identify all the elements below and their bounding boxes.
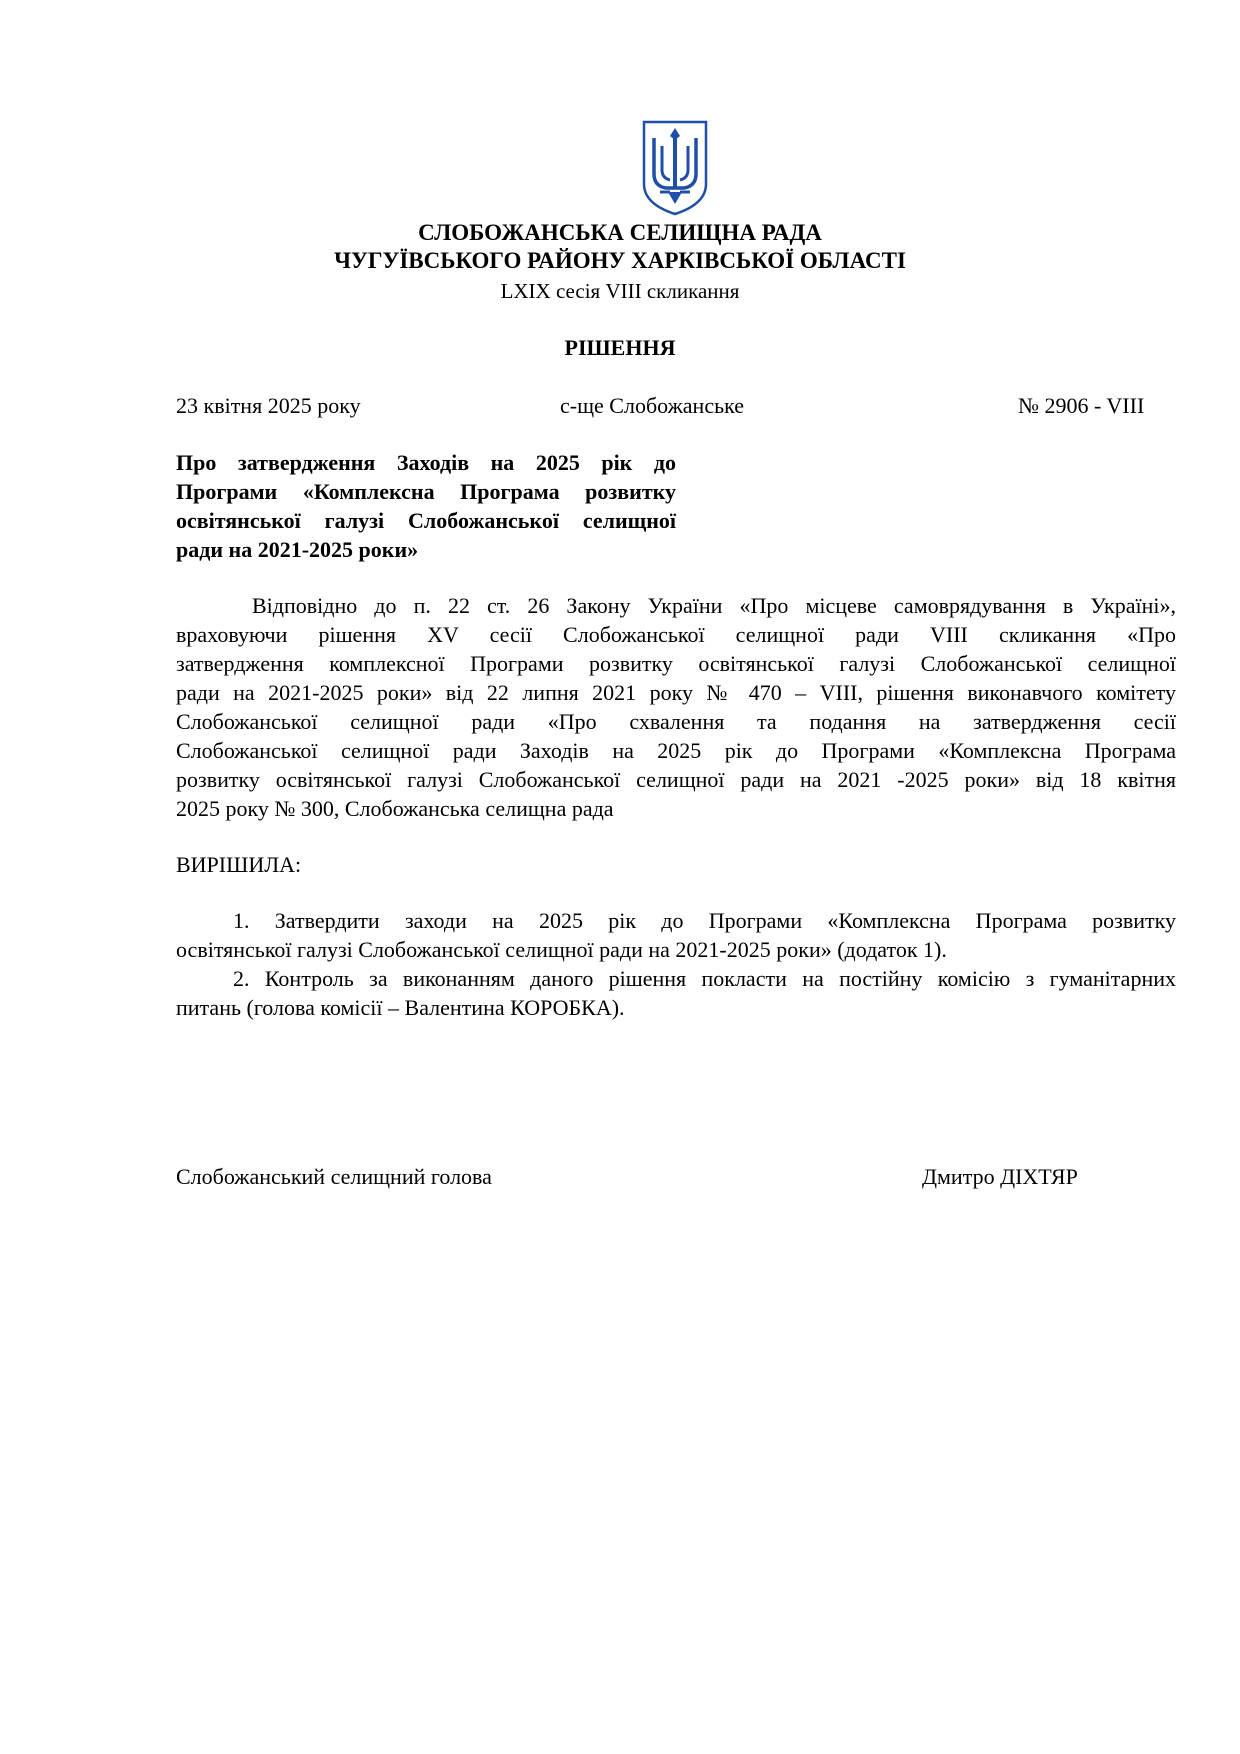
decided-heading: ВИРІШИЛА: — [176, 852, 302, 877]
decision-subject — [176, 448, 676, 564]
subject-line: освітянської галузі Слобожанської селищної — [176, 508, 676, 533]
preamble-line: враховуючи рішення XV сесії Слобожанської селищної ради VIII скликання «Про — [176, 622, 1176, 647]
preamble-line: Слобожанської селищної ради Заходів на 2025 рік до Програми «Комплексна Програма — [176, 738, 1176, 763]
item-line: питань (голова комісії – Валентина КОРОБКА). — [176, 995, 625, 1020]
subject-line: ради на 2021-2025 роки» — [176, 537, 419, 562]
preamble-line: Відповідно до п. 22 ст. 26 Закону України «Про місцеве самоврядування в Україні», — [252, 593, 1176, 618]
item-line: 2. Контроль за виконанням даного рішення покласти на постійну комісію з гуманітарних — [233, 966, 1176, 991]
signatory-position: Слобожанський селищний голова — [176, 1164, 492, 1189]
preamble-paragraph — [176, 591, 1176, 823]
item-line: 1. Затвердити заходи на 2025 рік до Програми «Комплексна Програма розвитку — [233, 908, 1176, 933]
council-name: СЛОБОЖАНСЬКА СЕЛИЩНА РАДА — [418, 220, 822, 245]
decision-place: с-ще Слобожанське — [560, 393, 745, 418]
preamble-line: розвитку освітянської галузі Слобожанської селищної ради на 2021 -2025 роки» від 18 квітня — [176, 767, 1176, 792]
preamble-line: 2025 року № 300, Слобожанська селищна рада — [176, 796, 614, 821]
decision-items — [176, 906, 1176, 1022]
subject-line: Про затвердження Заходів на 2025 рік до — [176, 450, 676, 475]
item-line: освітянської галузі Слобожанської селищної ради на 2021-2025 роки» (додаток 1). — [176, 937, 947, 962]
district-name: ЧУГУЇВСЬКОГО РАЙОНУ ХАРКІВСЬКОЇ ОБЛАСТІ — [334, 248, 906, 273]
decision-date: 23 квітня 2025 року — [176, 393, 361, 418]
preamble-line: Слобожанської селищної ради «Про схвалення та подання на затвердження сесії — [176, 709, 1176, 734]
subject-line: Програми «Комплексна Програма розвитку — [176, 479, 676, 504]
preamble-line: ради на 2021-2025 роки» від 22 липня 2021 року № 470 – VIII, рішення виконавчого комітету — [176, 680, 1176, 705]
session-info: LXIX сесія VIII скликання — [500, 279, 740, 303]
trident-coat-of-arms-icon — [640, 118, 710, 218]
preamble-line: затвердження комплексної Програми розвитку освітянської галузі Слобожанської селищної — [176, 651, 1176, 676]
signatory-name: Дмитро ДІХТЯР — [922, 1164, 1078, 1189]
document-type-title: РІШЕННЯ — [564, 335, 676, 360]
decision-number: № 2906 - VIII — [1018, 393, 1145, 418]
